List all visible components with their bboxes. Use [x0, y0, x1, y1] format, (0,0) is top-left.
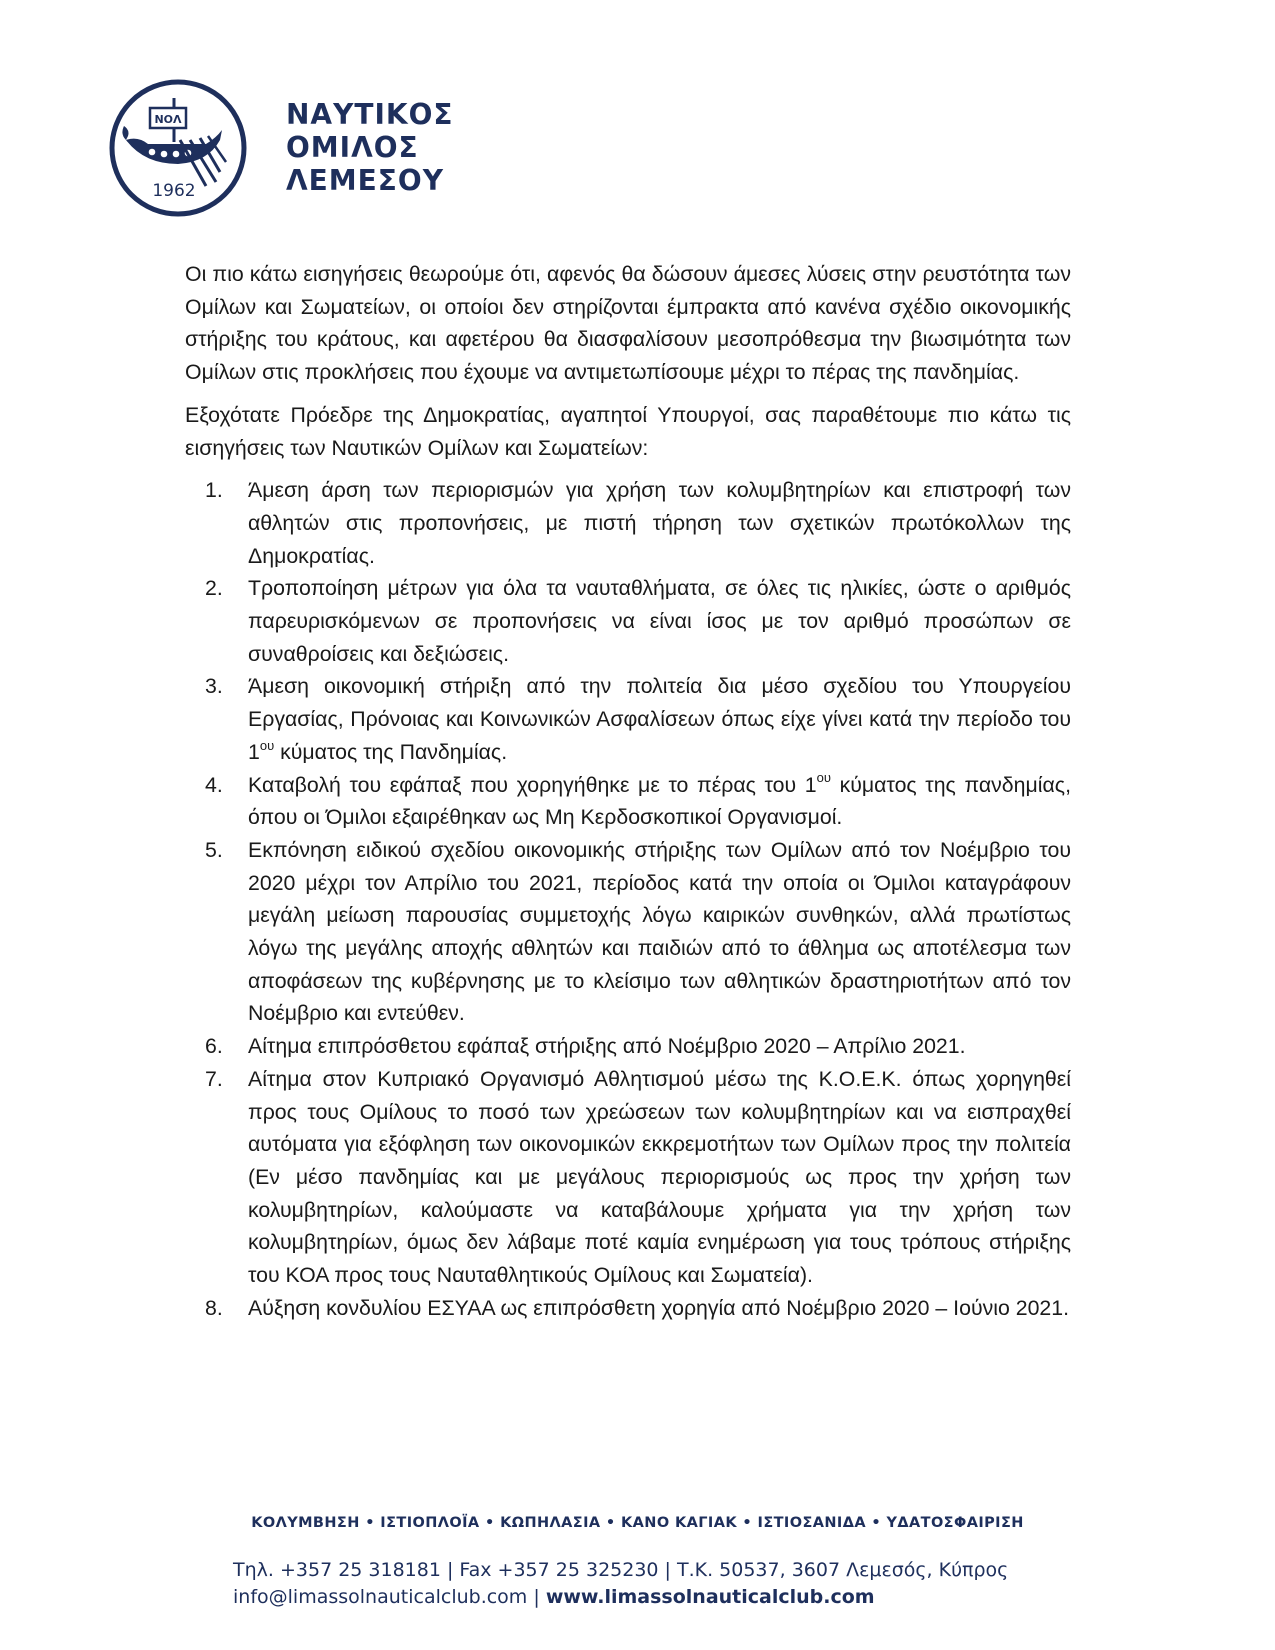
list-item [185, 1292, 1071, 1325]
ordinal-superscript: ου [816, 770, 831, 786]
list-item [185, 834, 1071, 1030]
item-text: Αίτημα επιπρόσθετου εφάπαξ στήριξης από Νοέμβριο 2020 – Απρίλιο 2021. [248, 1034, 966, 1059]
club-name-line: ΟΜΙΛΟΣ [286, 131, 419, 164]
list-item [185, 1063, 1071, 1292]
item-number: 4. [205, 772, 223, 797]
item-number: 1. [205, 478, 223, 503]
item-number: 8. [205, 1295, 223, 1320]
address-paragraph: Εξοχότατε Πρόεδρε της Δημοκρατίας, αγαπητοί Υπουργοί, σας παραθέτουμε πιο κάτω τις εισηγήσεις των Ναυτικών Ομίλων και Σωματείων: [185, 402, 1071, 460]
ordinal-superscript: ου [259, 737, 275, 753]
intro-paragraph: Οι πιο κάτω εισηγήσεις θεωρούμε ότι, αφενός θα δώσουν άμεσες λύσεις στην ρευστότητα των Ομίλων και Σωματείων, οι οποίοι δεν στηρίζονται έμπρακτα από κανένα σχέδιο οικονομικής στήριξης του κράτους, και αφετέρου θα διασφαλίσουν μεσοπρόθεσμα την βιωσιμότητα των Ομίλων στις προκλήσεις που έχουμε να αντιμετωπίσουμε μέχρι το πέρας της πανδημίας. [185, 262, 1071, 385]
list-item [185, 572, 1071, 670]
list-item [185, 670, 1071, 768]
item-text: Άμεση άρση των περιορισμών για χρήση των κολυμβητηρίων και επιστροφή των αθλητών στις προπονήσεις, με πιστή τήρηση των σχετικών πρωτόκολλων της Δημοκρατίας. [248, 478, 1071, 568]
item-text: κύματος της πανδημίας, όπου οι Όμιλοι εξαιρέθηκαν ως Μη Κερδοσκοπικοί Οργανισμοί. [248, 772, 1071, 830]
list-item [185, 474, 1071, 572]
website-link[interactable]: www.limassolnauticalclub.com [545, 1586, 875, 1608]
contact-line: Τηλ. +357 25 318181 | Fax +357 25 325230 | Τ.Κ. 50537, 3607 Λεμεσός, Κύπρος [233, 1559, 1009, 1581]
list-item [185, 769, 1071, 834]
item-number: 5. [205, 837, 223, 862]
list-item [185, 1030, 1071, 1063]
club-name-line: ΛΕΜΕΣΟΥ [286, 164, 444, 197]
item-text: κύματος της Πανδημίας. [274, 739, 508, 764]
item-number: 7. [205, 1066, 223, 1091]
sports-list-footer: ΚΟΛΥΜΒΗΣΗ • ΙΣΤΙΟΠΛΟΪΑ • ΚΩΠΗΛΑΣΙΑ • ΚΑΝΟ ΚΑΓΙΑΚ • ΙΣΤΙΟΣΑΝΙΔΑ • ΥΔΑΤΟΣΦΑΙΡΙΣΗ [251, 1515, 1024, 1531]
contact-footer [233, 1557, 1133, 1611]
item-text: Καταβολή του εφάπαξ που χορηγήθηκε με το πέρας του 1 [248, 772, 817, 797]
club-name [286, 98, 454, 197]
item-number: 2. [205, 576, 223, 601]
seal-year: 1962 [152, 181, 196, 201]
item-text: Άμεση οικονομική στήριξη από την πολιτεία δια μέσο σχεδίου του Υπουργείου Εργασίας, Πρόνοιας και Κοινωνικών Ασφαλίσεων όπως είχε γίνει κατά την περίοδο του 1 [248, 674, 1071, 764]
web-line [233, 1584, 1133, 1611]
club-name-line: ΝΑΥΤΙΚΟΣ [286, 98, 454, 131]
proposals-list [185, 474, 1071, 1324]
item-text: Τροποποίηση μέτρων για όλα τα ναυταθλήματα, σε όλες τις ηλικίες, ώστε ο αριθμός παρευρισκόμενων σε προπονήσεις να είναι ίσος με τον αριθμό προσώπων σε συναθροίσεις και δεξιώσεις. [248, 576, 1071, 666]
email-link[interactable]: info@limassolnauticalclub.com [233, 1586, 528, 1608]
item-text: Αίτημα στον Κυπριακό Οργανισμό Αθλητισμού μέσω της Κ.Ο.Ε.Κ. όπως χορηγηθεί προς τους Ομίλους το ποσό των χρεώσεων των κολυμβητηρίων και να εισπραχθεί αυτόματα για εξόφληση των οικονομικών εκκρεμοτήτων των Ομίλων προς την πολιτεία (Εν μέσο πανδημίας και με μεγάλους περιορισμούς ως προς την χρήση των κολυμβητηρίων, καλούμαστε να καταβάλουμε χρήματα για την χρήση των κολυμβητηρίων, όμως δεν λάβαμε ποτέ καμία ενημέρωση για τους τρόπους στήριξης του ΚΟΑ προς τους Ναυταθλητικούς Ομίλους και Σωματεία). [248, 1066, 1071, 1288]
item-text: Αύξηση κονδυλίου ΕΣΥΑΑ ως επιπρόσθετη χορηγία από Νοέμβριο 2020 – Ιούνιο 2021. [248, 1295, 1070, 1320]
item-text: Εκπόνηση ειδικού σχεδίου οικονομικής στήριξης των Ομίλων από τον Νοέμβριο του 2020 μέχρι τον Απρίλιο του 2021, περίοδος κατά την οποία οι Όμιλοι καταγράφουν μεγάλη μείωση παρουσίας συμμετοχής λόγω καιρικών συνθηκών, αλλά πρωτίστως λόγω της μεγάλης αποχής αθλητών και παιδιών από το άθλημα ως αποτέλεσμα των αποφάσεων της κυβέρνησης με το κλείσιμο των αθλητικών δραστηριοτήτων από τον Νοέμβριο και εντεύθεν. [248, 837, 1071, 1026]
letterhead [108, 78, 708, 218]
item-number: 6. [205, 1034, 223, 1059]
seal-text: ΝΟΛ [154, 113, 182, 126]
club-seal-logo [108, 78, 248, 218]
letter-body [185, 258, 1071, 1325]
separator: | [527, 1586, 546, 1608]
item-number: 3. [205, 674, 223, 699]
